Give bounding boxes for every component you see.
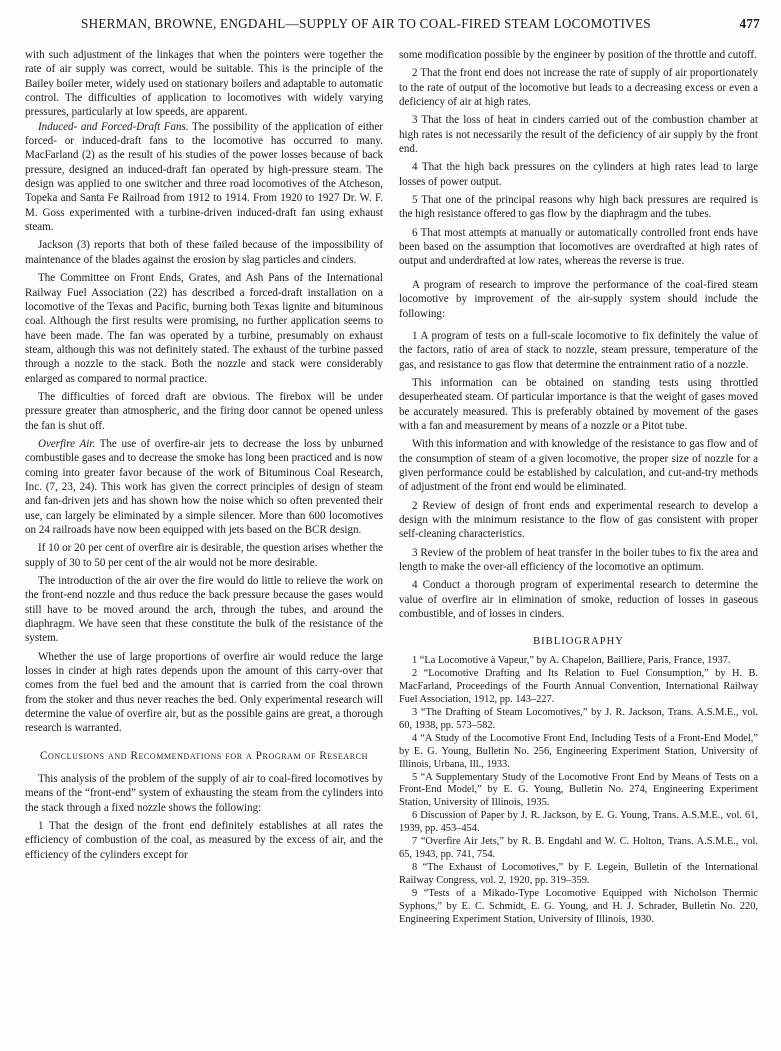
list-item: 1 A program of tests on a full-scale locomotive to fix definitely the value of the factors, ratio of area of stack to nozzle, steam pressure, temperature of the gas, and resistance to gas flow that determine the entrainment ratio of a nozzle. xyxy=(399,329,758,371)
paragraph: If 10 or 20 per cent of overfire air is desirable, the question arises whether the supply of 30 to 50 per cent of the air would not be more desirable. xyxy=(25,542,383,569)
paragraph: With this information and with knowledge of the resistance to gas flow and of the consumption of steam of a given locomotive, the proper size of nozzle for a given performance could be established by calculation, and cut-and-try methods of adjustment of the front end would be eliminated. xyxy=(399,438,758,494)
left-column xyxy=(25,48,383,862)
paragraph: 1 That the design of the front end definitely establishes at all rates the efficiency of combustion of the coal, as measured by the excess of air, and the efficiency of the cylinders except for xyxy=(25,819,383,861)
paragraph-overfire xyxy=(25,437,383,537)
list-item: 4 That the high back pressures on the cylinders at high rates lead to large losses of power output. xyxy=(399,161,758,188)
paragraph: The Committee on Front Ends, Grates, and Ash Pans of the International Railway Fuel Association (22) has described a forced-draft installation on a locomotive of the Texas and Pacific, burning both Texas lignite and bituminous coal. Although the first results were promising, no further application seems to have been made. The fan was operated by a turbine, presumably on exhaust steam, although this was not definitely stated. The exhaust of the turbine passed through a nozzle to the stack. Both the nozzle and stack were considerably enlarged as compared to normal practice. xyxy=(25,272,383,385)
list-item: 4 Conduct a thorough program of experimental research to determine the value of overfire air in elimination of smoke, reduction of losses in gaseous combustible, and of losses in cinders. xyxy=(399,579,758,621)
list-item: 6 That most attempts at manually or automatically controlled front ends have been based on the assumption that locomotives are overdrafted at high rates of output and underdrafted at low rates, whereas the reverse is true. xyxy=(399,226,758,268)
running-header xyxy=(25,16,760,34)
page-number: 477 xyxy=(739,16,760,31)
run-in-heading: Induced- and Forced-Draft Fans. xyxy=(38,120,189,133)
paragraph-fans xyxy=(25,120,383,235)
paragraph: with such adjustment of the linkages that when the pointers were together the rate of air supply was correct, would be suitable. This is the principle of the Bailey boiler meter, widely used on stationary boilers and adaptable to automatic control. The difficulties of application to locomotives with widely varying pressures, particularly at low speeds, are apparent. xyxy=(25,49,383,119)
paragraph: This analysis of the problem of the supply of air to coal-fired locomotives by means of the “front-end” system of exhausting the steam from the cylinders into the stack through a fixed nozzle shows the following: xyxy=(25,772,383,814)
bibliography-entry: 2 “Locomotive Drafting and Its Relation to Fuel Consumption,” by H. B. MacFarland, Proceedings of the Fourth Annual Convention, International Railway Fuel Association, 1912, pp. 143–227. xyxy=(399,668,758,706)
list-item: 5 That one of the principal reasons why high back pressures are required is the high resistance offered to gas flow by the diaphragm and the tubes. xyxy=(399,194,758,221)
paragraph: A program of research to improve the performance of the coal-fired steam locomotive by improvement of the air-supply system should include the following: xyxy=(399,278,758,320)
paragraph: some modification possible by the engineer by position of the throttle and cutoff. xyxy=(399,49,757,61)
list-item: 2 That the front end does not increase the rate of supply of air proportionately to the rate of output of the locomotive but leads to a decreasing excess or even a deficiency of air at high rates. xyxy=(399,67,758,109)
bibliography-entry: 6 Discussion of Paper by J. R. Jackson, by E. G. Young, Trans. A.S.M.E., vol. 61, 1939, pp. 453–454. xyxy=(399,810,758,835)
list-item: 3 Review of the problem of heat transfer in the boiler tubes to fix the area and length to make the over-all efficiency of the locomotive an optimum. xyxy=(399,546,758,573)
bibliography-heading: BIBLIOGRAPHY xyxy=(533,636,624,648)
running-title: SHERMAN, BROWNE, ENGDAHL—SUPPLY OF AIR TO COAL-FIRED STEAM LOCOMOTIVES xyxy=(81,16,651,31)
paragraph: The introduction of the air over the fire would do little to relieve the work on the front-end nozzle and thus reduce the back pressure because the gases would still have to be moved around the arch, through the tubes, and around the diaphragm. We have seen that these constitute the bulk of the resistance of the system. xyxy=(25,575,383,645)
bibliography-entry: 3 “The Drafting of Steam Locomotives,” by J. R. Jackson, Trans. A.S.M.E., vol. 60, 1938, pp. 573–582. xyxy=(399,707,758,731)
paragraph: Jackson (3) reports that both of these failed because of the impossibility of maintenance of the blades against the erosion by slag particles and cinders. xyxy=(25,239,383,266)
right-column xyxy=(399,48,758,926)
bibliography-entry: 1 “La Locomotive à Vapeur,” by A. Chapelon, Bailliere, Paris, France, 1937. xyxy=(412,655,731,667)
list-item: 3 That the loss of heat in cinders carried out of the combustion chamber at high rates is not necessarily the result of the deficiency of air supply by the front end. xyxy=(399,114,758,156)
bibliography-entry: 5 “A Supplementary Study of the Locomotive Front End by Means of Tests on a Front-End Model,” by E. G. Young, Bulletin No. 274, Engineering Experiment Station, University of Illinois, 1935. xyxy=(399,771,758,809)
paragraph: This information can be obtained on standing tests using throttled desuperheated steam. Of particular importance is that the weight of gases moved be accurately measured. This is preferably obtained by movement of the gases with a fan and measurement by means of a nozzle or a Pitot tube. xyxy=(399,376,758,432)
paragraph-text: The possibility of the application of either forced- or induced-draft fans to the locomotive has occurred to many. MacFarland (2) as the result of his studies of the power losses because of back pressure, designed an induced-draft fan operated by high-pressure steam. The design was applied to one switcher and three road locomotives of the Atcheson, Topeka and Santa Fe Railroad from 1912 to 1914. From 1920 to 1927 Dr. W. F. M. Goss experimented with a turbine-driven induced-draft fan using exhaust steam. xyxy=(25,120,383,234)
bibliography-entry: 7 “Overfire Air Jets,” by R. B. Engdahl and W. C. Holton, Trans. A.S.M.E., vol. 65, 1943, pp. 741, 754. xyxy=(399,836,758,860)
paragraph-text: The use of overfire-air jets to decrease the loss by unburned combustible gases and to decrease the smoke has long been practiced and is now coming into greater favor because of the work of Bituminous Coal Research, Inc. (7, 23, 24). This work has given the correct principles of design of steam and fan-driven jets and has shown how the noise which so often prevented their use, can largely be eliminated by a simple silencer. More than 600 locomotives on 24 railroads have now been equipped with jets based on the BCR design. xyxy=(25,437,384,536)
bibliography-entry: 4 “A Study of the Locomotive Front End, Including Tests of a Front-End Model,” by E. G. Young, Bulletin No. 256, Engineering Experiment Station, University of Illinois, Urbana, Ill., 1933. xyxy=(399,732,758,770)
list-item: 2 Review of design of front ends and experimental research to develop a design with the minimum resistance to the flow of gas consistent with proper self-cleaning characteristics. xyxy=(399,499,758,541)
section-heading: Conclusions and Recommendations for a Program of Research xyxy=(39,749,369,762)
run-in-heading: Overfire Air. xyxy=(38,437,96,450)
bibliography-list xyxy=(399,655,758,926)
paragraph: The difficulties of forced draft are obvious. The firebox will be under pressure greater than atmospheric, and the firing door cannot be opened unless the fan is shut off. xyxy=(25,390,383,432)
bibliography-entry: 9 “Tests of a Mikado-Type Locomotive Equipped with Nicholson Thermic Syphons,” by E. C. Schmidt, E. G. Young, and H. J. Schrader, Bulletin No. 220, Engineering Experiment Station, University of Illinois, 1930. xyxy=(399,887,758,925)
bibliography-entry: 8 “The Exhaust of Locomotives,” by F. Legein, Bulletin of the International Railway Congress, vol. 2, 1920, pp. 319–359. xyxy=(399,861,758,886)
paragraph: Whether the use of large proportions of overfire air would reduce the large losses in cinder at high rates depends upon the amount of this carry-over that comes from the fuel bed and the amount that is carried from the coal thrown from the stoker and thus never reaches the bed. Only experimental research will determine the value of overfire air, but as the possible gains are great, a thorough research is warranted. xyxy=(25,650,383,735)
